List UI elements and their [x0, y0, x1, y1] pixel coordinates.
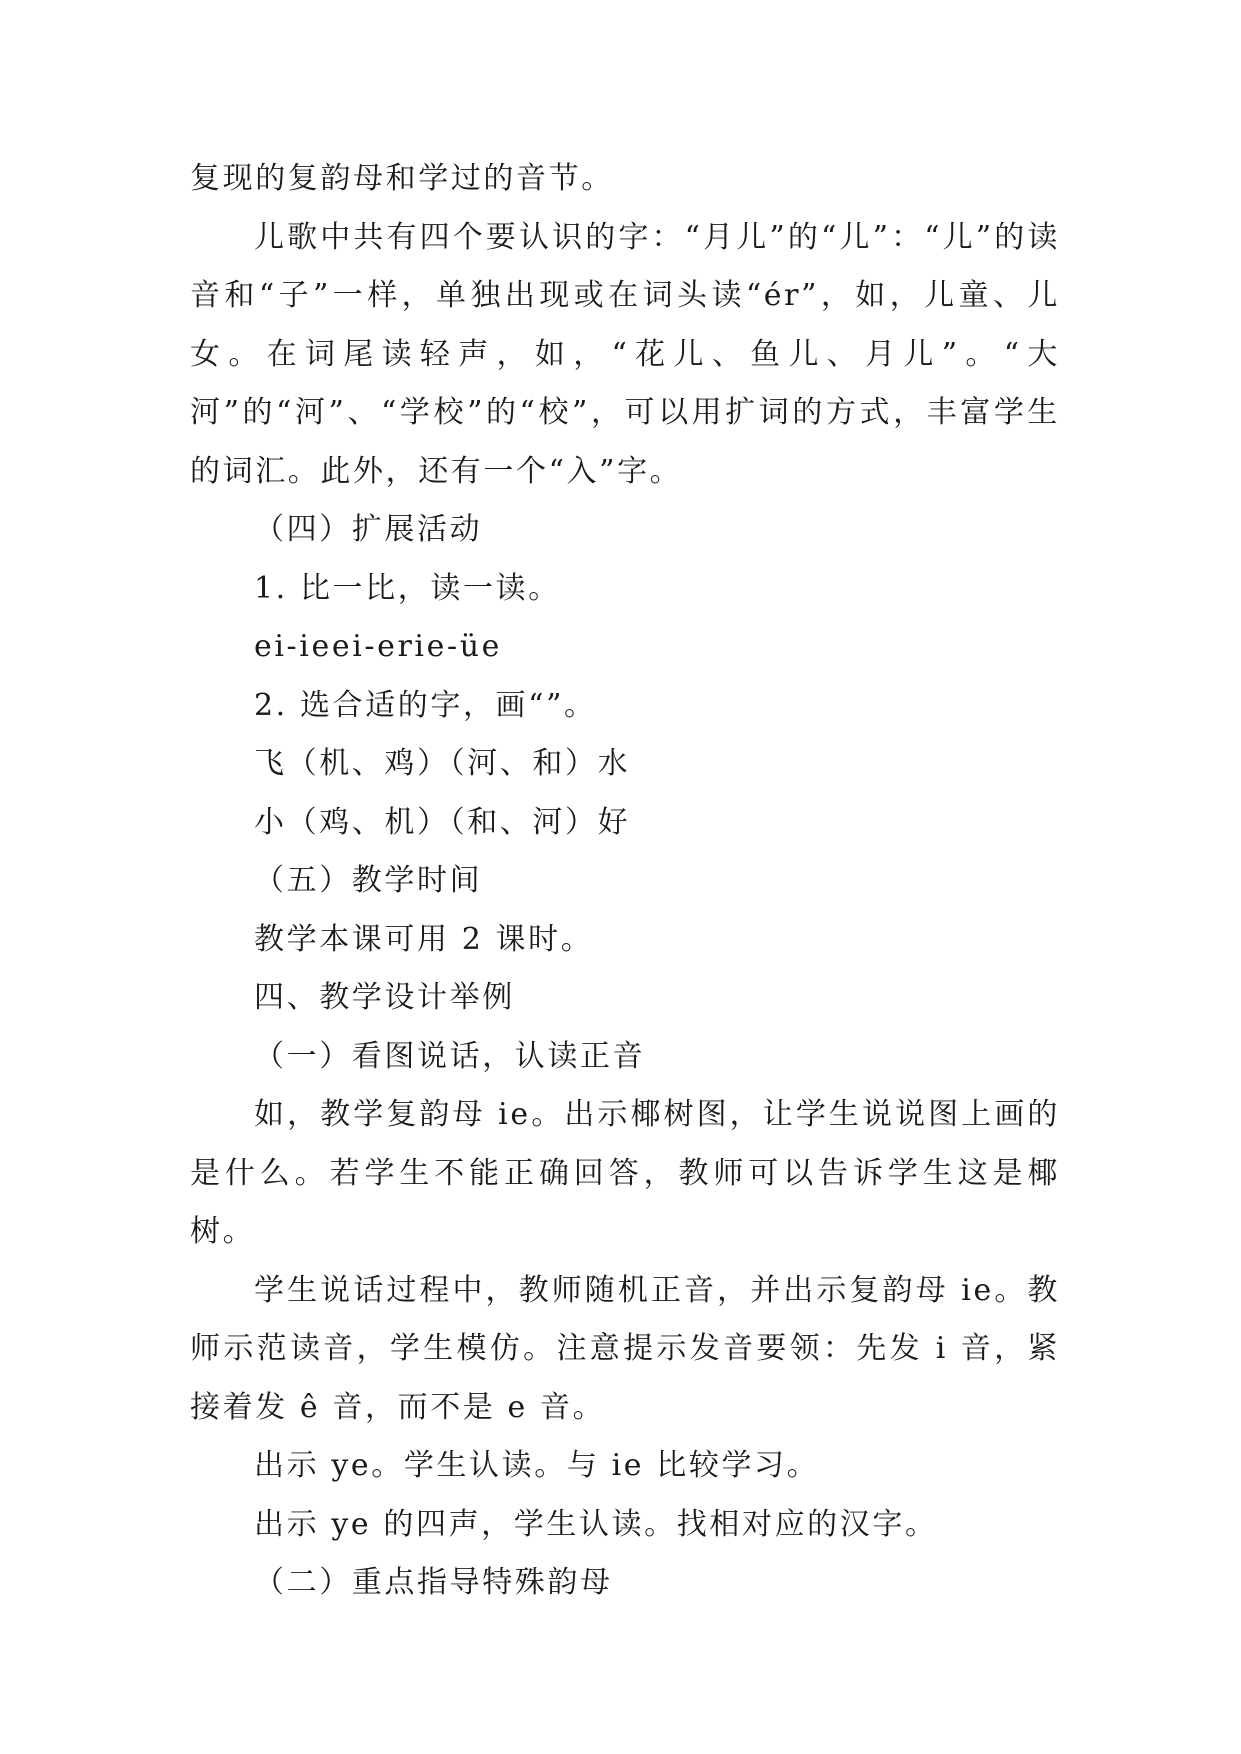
paragraph-ye-tones: 出示 ye 的四声，学生认读。找相对应的汉字。 — [254, 1506, 938, 1542]
paragraph-pronunciation: 学生说话过程中，教师随机正音，并出示复韵母 ie。教师示范读音，学生模仿。注意提示发音要领：先发 i 音，紧接着发 ê 音，而不是 e 音。 — [190, 1272, 1060, 1425]
exercise-1-content: ei-ieei-erie-üe — [254, 629, 502, 664]
section-heading-extension: （四）扩展活动 — [254, 512, 483, 547]
exercise-2-line-1: 飞（机、鸡）（河、和）水 — [254, 746, 631, 781]
paragraph-intro-end: 复现的复韵母和学过的音节。 — [190, 161, 614, 196]
paragraph-characters: 儿歌中共有四个要认识的字：“月儿”的“儿”：“儿”的读音和“子”一样，单独出现或在词头读“ér”，如，儿童、儿女。在词尾读轻声，如，“花儿、鱼儿、月儿”。“大河”的“河”、“学校”的“校”，可以用扩词的方式，丰富学生的词汇。此外，还有一个“入”字。 — [190, 219, 1060, 489]
subsection-heading-picture: （一）看图说话，认读正音 — [254, 1038, 646, 1074]
paragraph-time: 教学本课可用 2 课时。 — [254, 921, 594, 957]
exercise-2-line-2: 小（鸡、机）（和、河）好 — [254, 804, 631, 840]
paragraph-ye: 出示 ye。学生认读。与 ie 比较学习。 — [254, 1448, 820, 1483]
document-page — [190, 150, 1060, 1613]
section-heading-design: 四、教学设计举例 — [254, 980, 515, 1015]
paragraph-coconut-tree: 如，教学复韵母 ie。出示椰树图，让学生说说图上画的是什么。若学生不能正确回答，教师可以告诉学生这是椰树。 — [190, 1097, 1060, 1249]
exercise-1-title: 1. 比一比，读一读。 — [254, 570, 561, 606]
exercise-2-title: 2. 选合适的字，画“”。 — [254, 687, 597, 723]
section-heading-time: （五）教学时间 — [254, 863, 483, 898]
subsection-heading-special-finals: （二）重点指导特殊韵母 — [254, 1565, 613, 1600]
